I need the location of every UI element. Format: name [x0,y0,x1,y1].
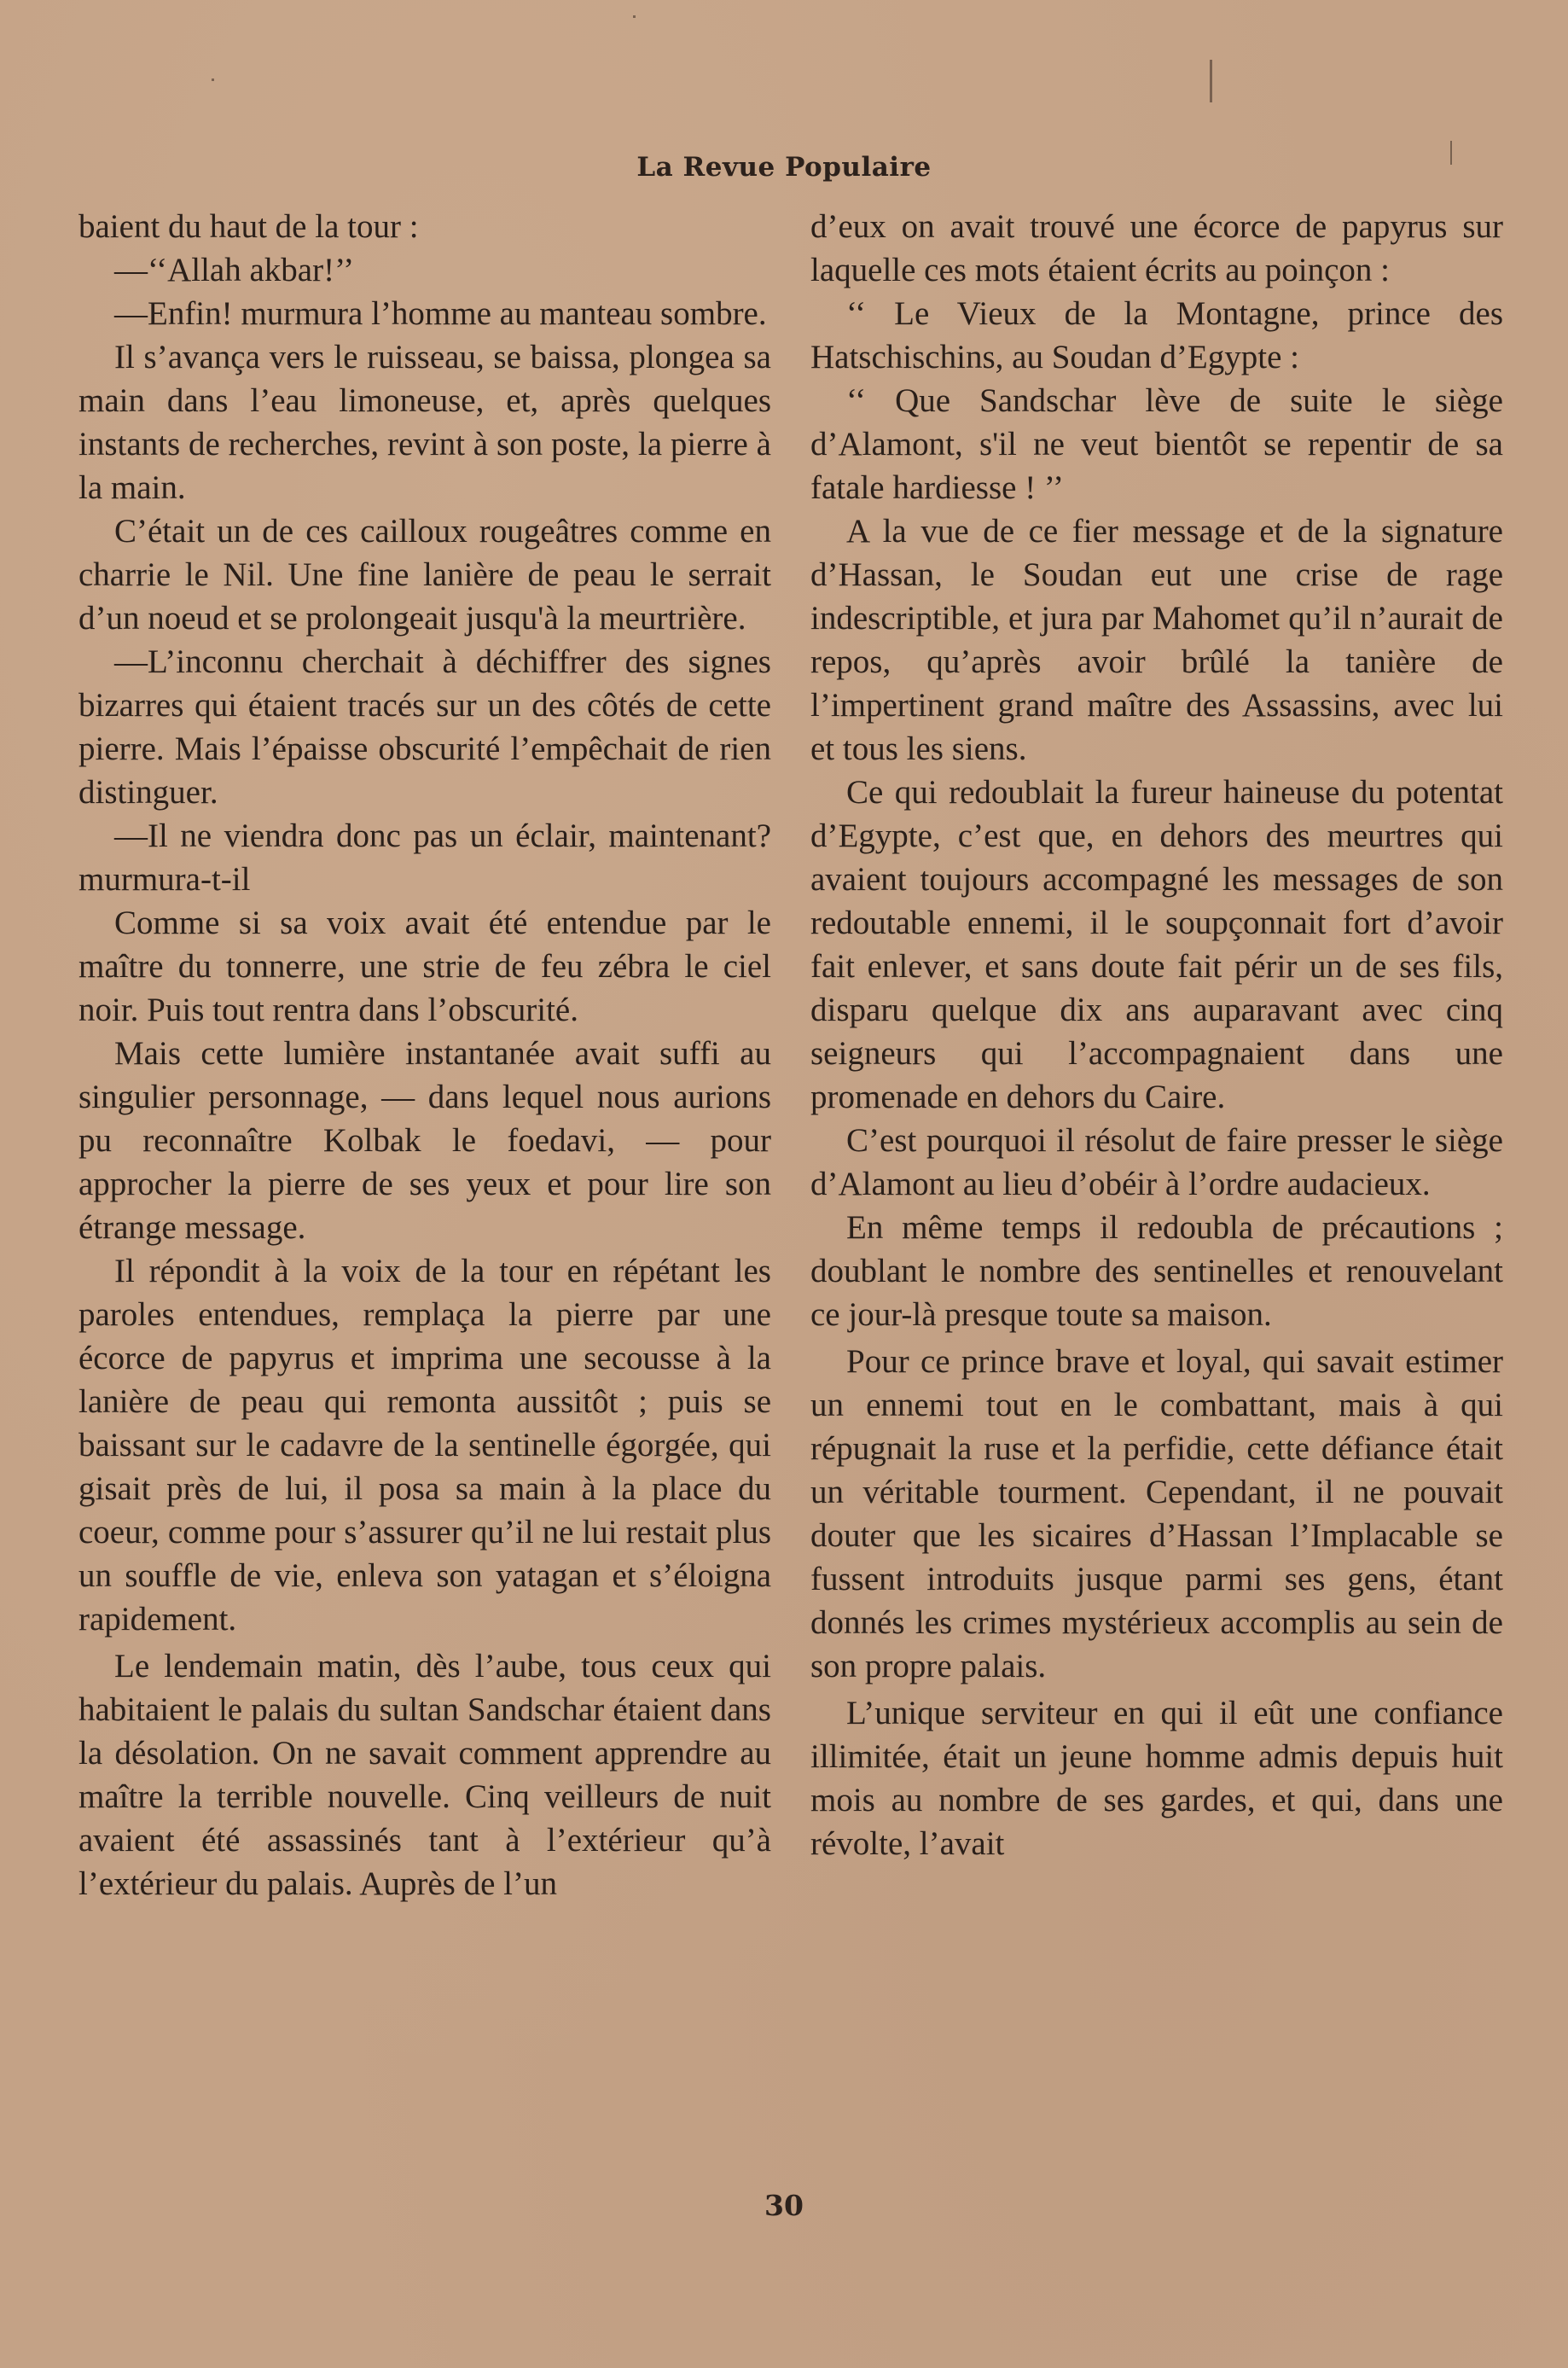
paragraph: L’unique serviteur en qui il eût une confiance illimitée, était un jeune homme admis depuis huit mois au nombre de ses gardes, et qui, dans une révolte, l’avait [810,1695,1503,1862]
paragraph: —Enfin! murmura l’homme au manteau sombre. [114,295,767,332]
paragraph: d’eux on avait trouvé une écorce de papyrus sur laquelle ces mots étaient écrits au poinçon : [810,208,1503,288]
paragraph: Mais cette lumière instantanée avait suffi au singulier personnage, — dans lequel nous aurions pu reconnaître Kolbak le foedavi, — pour approcher la pierre de ses yeux et pour lire son étrange message. [78,1035,771,1246]
paragraph: Pour ce prince brave et loyal, qui savait estimer un ennemi tout en le combattant, mais à qui répugnait la ruse et la perfidie, cette défiance était un véritable tourment. Cependant, il ne pouvait douter que les sicaires d’Hassan l’Implacable se fussent introduits jusque parmi ses gens, étant donnés les crimes mystérieux accomplis au sein de son propre palais. [810,1343,1503,1684]
running-title: La Revue Populaire [636,152,932,183]
paragraph: A la vue de ce fier message et de la signature d’Hassan, le Soudan eut une crise de rage indescriptible, et jura par Mahomet qu’il n’aurait de repos, qu’après avoir brûlé la tanière de l’impertinent grand maître des Assassins, avec lui et tous les siens. [810,513,1503,767]
paper-speck [1210,60,1212,102]
paragraph: En même temps il redoubla de précautions ; doublant le nombre des sentinelles et renouvelant ce jour-là presque toute sa maison. [810,1209,1503,1333]
paragraph: —L’inconnu cherchait à déchiffrer des signes bizarres qui étaient tracés sur un des côtés de cette pierre. Mais l’épaisse obscurité l’empêchait de rien distinguer. [78,643,771,811]
paragraph: Il répondit à la voix de la tour en répétant les paroles entendues, remplaça la pierre par une écorce de papyrus et imprima une secousse à la lanière de peau qui remonta aussitôt ; puis se baissant sur le cadavre de la sentinelle égorgée, qui gisait près de lui, il posa sa main à la place du coeur, comme pour s’assurer qu’il ne lui restait plus un souffle de vie, enleva son yatagan et s’éloigna rapidement. [78,1253,771,1638]
paragraph: C’était un de ces cailloux rougeâtres comme en charrie le Nil. Une fine lanière de peau le serrait d’un noeud et se prolongeait jusqu'à la meurtrière. [78,513,771,637]
paper-speck [1450,141,1452,165]
paragraph: Comme si sa voix avait été entendue par le maître du tonnerre, une strie de feu zébra le ciel noir. Puis tout rentra dans l’obscurité. [78,905,771,1028]
paragraph: ‘‘ Le Vieux de la Montagne, prince des Hatschischins, au Soudan d’Egypte : [810,295,1503,375]
paragraph: baient du haut de la tour : [78,208,419,245]
paragraph: Il s’avança vers le ruisseau, se baissa, plongea sa main dans l’eau limoneuse, et, après quelques instants de recherches, revint à son poste, la pierre à la main. [78,339,771,506]
paragraph: —Il ne viendra donc pas un éclair, maintenant? murmura-t-il [78,817,771,898]
paper-speck [633,15,636,18]
page-number: 30 [764,2189,804,2222]
paragraph: C’est pourquoi il résolut de faire presser le siège d’Alamont au lieu d’obéir à l’ordre audacieux. [810,1122,1503,1202]
paragraph: Ce qui redoublait la fureur haineuse du potentat d’Egypte, c’est que, en dehors des meurtres qui avaient toujours accompagné les messages de son redoutable ennemi, il le soupçonnait fort d’avoir fait enlever, et sans doute fait périr un de ses fils, disparu quelque dix ans auparavant avec cinq seigneurs qui l’accompagnaient dans une promenade en dehors du Caire. [810,774,1503,1115]
right-column [810,205,1503,1865]
paragraph: —‘‘Allah akbar!’’ [114,252,355,288]
paragraph: ‘‘ Que Sandschar lève de suite le siège d’Alamont, s'il ne veut bientôt se repentir de sa fatale hardiesse ! ’’ [810,382,1503,506]
paper-speck [212,79,214,81]
paragraph: Le lendemain matin, dès l’aube, tous ceux qui habitaient le palais du sultan Sandschar étaient dans la désolation. On ne savait comment apprendre au maître la terrible nouvelle. Cinq veilleurs de nuit avaient été assassinés tant à l’extérieur qu’à l’extérieur du palais. Auprès de l’un [78,1648,771,1902]
left-column [78,205,771,1905]
